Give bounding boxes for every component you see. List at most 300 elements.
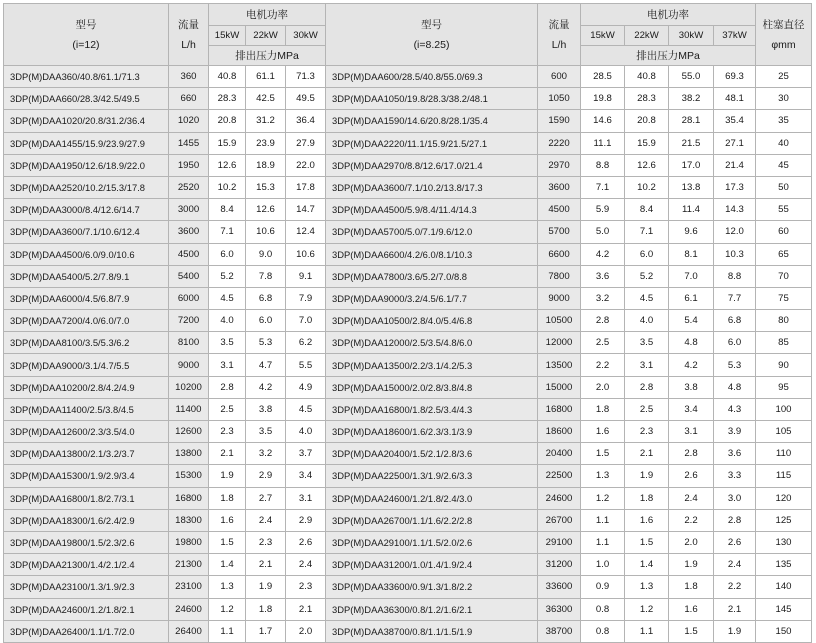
left-flow-cell: 15300 [169,465,209,487]
pressure-right-15kw: 5.0 [581,221,625,243]
left-model-cell: 3DP(M)DAA8100/3.5/5.3/6.2 [4,332,169,354]
left-model-cell: 3DP(M)DAA10200/2.8/4.2/4.9 [4,376,169,398]
right-flow-cell: 29100 [538,531,581,553]
pressure-right-37kw: 3.3 [714,465,756,487]
left-flow-cell: 3600 [169,221,209,243]
left-model-cell: 3DP(M)DAA24600/1.2/1.8/2.1 [4,598,169,620]
pressure-left-15kw: 10.2 [209,176,246,198]
table-row [4,66,812,88]
pressure-left-15kw: 4.0 [209,310,246,332]
plunger-label: 柱塞直径 [762,18,805,31]
spec-sheet [3,3,811,643]
left-model-cell: 3DP(M)DAA6000/4.5/6.8/7.9 [4,287,169,309]
left-flow-cell: 18300 [169,509,209,531]
left-model-cell: 3DP(M)DAA19800/1.5/2.3/2.6 [4,531,169,553]
pressure-left-15kw: 1.6 [209,509,246,531]
pressure-left-22kw: 2.7 [246,487,286,509]
table-row [4,265,812,287]
table-row [4,554,812,576]
pressure-left-30kw: 5.5 [286,354,326,376]
right-flow-cell: 600 [538,66,581,88]
left-model-cell: 3DP(M)DAA26400/1.1/1.7/2.0 [4,620,169,642]
right-model-cell: 3DP(M)DAA1590/14.6/20.8/28.1/35.4 [326,110,538,132]
pressure-left-15kw: 1.8 [209,487,246,509]
flow-unit-right: L/h [551,38,567,51]
pressure-right-30kw: 13.8 [669,176,714,198]
pressure-left-22kw: 2.3 [246,531,286,553]
right-flow-cell: 20400 [538,443,581,465]
pressure-left-22kw: 2.9 [246,465,286,487]
left-flow-cell: 660 [169,88,209,110]
pressure-left-30kw: 14.7 [286,199,326,221]
pressure-right-15kw: 1.1 [581,509,625,531]
left-model-cell: 3DP(M)DAA3000/8.4/12.6/14.7 [4,199,169,221]
pressure-left-30kw: 17.8 [286,176,326,198]
left-flow-cell: 7200 [169,310,209,332]
table-row [4,243,812,265]
pressure-left-22kw: 7.8 [246,265,286,287]
pressure-right-22kw: 1.5 [625,531,669,553]
pressure-right-30kw: 2.0 [669,531,714,553]
pressure-left-22kw: 2.1 [246,554,286,576]
right-flow-cell: 2970 [538,154,581,176]
left-model-cell: 3DP(M)DAA360/40.8/61.1/71.3 [4,66,169,88]
pressure-right-22kw: 8.4 [625,199,669,221]
pressure-left-22kw: 2.4 [246,509,286,531]
pressure-left-22kw: 23.9 [246,132,286,154]
plunger-diameter-cell: 50 [756,176,812,198]
table-row [4,199,812,221]
pressure-right-15kw: 7.1 [581,176,625,198]
pressure-left-15kw: 8.4 [209,199,246,221]
pressure-right-22kw: 1.6 [625,509,669,531]
pressure-right-30kw: 6.1 [669,287,714,309]
pressure-right-30kw: 1.9 [669,554,714,576]
pressure-left-22kw: 18.9 [246,154,286,176]
right-model-cell: 3DP(M)DAA18600/1.6/2.3/3.1/3.9 [326,421,538,443]
table-row [4,620,812,642]
left-model-cell: 3DP(M)DAA660/28.3/42.5/49.5 [4,88,169,110]
right-flow-cell: 18600 [538,421,581,443]
pressure-right-37kw: 3.9 [714,421,756,443]
pressure-right-30kw: 55.0 [669,66,714,88]
model-header-left [4,4,169,66]
pressure-left-30kw: 3.7 [286,443,326,465]
pressure-left-22kw: 9.0 [246,243,286,265]
pressure-right-30kw: 9.6 [669,221,714,243]
pressure-right-30kw: 3.8 [669,376,714,398]
pressure-right-22kw: 3.1 [625,354,669,376]
pressure-right-15kw: 5.9 [581,199,625,221]
plunger-diameter-cell: 100 [756,398,812,420]
pressure-right-15kw: 1.5 [581,443,625,465]
left-flow-cell: 23100 [169,576,209,598]
left-model-cell: 3DP(M)DAA7200/4.0/6.0/7.0 [4,310,169,332]
right-flow-cell: 10500 [538,310,581,332]
pressure-right-37kw: 2.1 [714,598,756,620]
plunger-diameter-cell: 65 [756,243,812,265]
pressure-right-22kw: 20.8 [625,110,669,132]
plunger-diameter-cell: 60 [756,221,812,243]
pressure-right-37kw: 69.3 [714,66,756,88]
pressure-right-22kw: 1.3 [625,576,669,598]
pressure-right-22kw: 1.2 [625,598,669,620]
pressure-left-30kw: 22.0 [286,154,326,176]
left-flow-cell: 16800 [169,487,209,509]
plunger-diameter-cell: 30 [756,88,812,110]
power-col-right-22kw: 22kW [625,26,669,46]
pressure-left-30kw: 71.3 [286,66,326,88]
pressure-left-30kw: 4.5 [286,398,326,420]
pressure-right-30kw: 28.1 [669,110,714,132]
pressure-right-22kw: 15.9 [625,132,669,154]
left-model-cell: 3DP(M)DAA13800/2.1/3.2/3.7 [4,443,169,465]
pressure-right-15kw: 11.1 [581,132,625,154]
pressure-left-15kw: 12.6 [209,154,246,176]
pressure-right-37kw: 48.1 [714,88,756,110]
pressure-left-22kw: 42.5 [246,88,286,110]
pressure-right-15kw: 2.2 [581,354,625,376]
pressure-right-15kw: 3.6 [581,265,625,287]
pressure-right-22kw: 2.3 [625,421,669,443]
left-model-cell: 3DP(M)DAA15300/1.9/2.9/3.4 [4,465,169,487]
right-flow-cell: 16800 [538,398,581,420]
pressure-right-37kw: 4.3 [714,398,756,420]
pressure-left-15kw: 1.4 [209,554,246,576]
plunger-diameter-cell: 135 [756,554,812,576]
pressure-right-22kw: 7.1 [625,221,669,243]
plunger-diameter-cell: 35 [756,110,812,132]
pressure-right-15kw: 14.6 [581,110,625,132]
pressure-left-30kw: 6.2 [286,332,326,354]
pressure-left-30kw: 3.4 [286,465,326,487]
pressure-right-30kw: 21.5 [669,132,714,154]
pressure-right-15kw: 2.8 [581,310,625,332]
right-model-cell: 3DP(M)DAA15000/2.0/2.8/3.8/4.8 [326,376,538,398]
right-model-cell: 3DP(M)DAA1050/19.8/28.3/38.2/48.1 [326,88,538,110]
pressure-right-22kw: 1.8 [625,487,669,509]
left-flow-cell: 24600 [169,598,209,620]
power-col-left-22kw: 22kW [246,26,286,46]
pressure-left-15kw: 3.1 [209,354,246,376]
pressure-right-22kw: 5.2 [625,265,669,287]
pressure-left-30kw: 2.9 [286,509,326,531]
power-col-right-30kw: 30kW [669,26,714,46]
pressure-right-37kw: 14.3 [714,199,756,221]
pressure-left-15kw: 20.8 [209,110,246,132]
pump-spec-table [3,3,812,643]
power-col-right-37kw: 37kW [714,26,756,46]
right-model-cell: 3DP(M)DAA2220/11.1/15.9/21.5/27.1 [326,132,538,154]
pressure-right-15kw: 19.8 [581,88,625,110]
table-row [4,531,812,553]
pressure-left-22kw: 5.3 [246,332,286,354]
right-model-cell: 3DP(M)DAA2970/8.8/12.6/17.0/21.4 [326,154,538,176]
pressure-right-30kw: 4.8 [669,332,714,354]
pressure-left-15kw: 2.8 [209,376,246,398]
right-model-cell: 3DP(M)DAA4500/5.9/8.4/11.4/14.3 [326,199,538,221]
pressure-left-15kw: 40.8 [209,66,246,88]
right-model-cell: 3DP(M)DAA31200/1.0/1.4/1.9/2.4 [326,554,538,576]
left-flow-cell: 12600 [169,421,209,443]
model-label-right: 型号 [421,18,443,31]
plunger-diameter-cell: 130 [756,531,812,553]
pressure-left-30kw: 27.9 [286,132,326,154]
flow-label-left: 流量 [178,18,199,31]
pressure-right-30kw: 4.2 [669,354,714,376]
pressure-left-30kw: 4.9 [286,376,326,398]
pressure-right-37kw: 6.0 [714,332,756,354]
pressure-left-22kw: 3.2 [246,443,286,465]
pressure-right-15kw: 2.5 [581,332,625,354]
right-model-cell: 3DP(M)DAA16800/1.8/2.5/3.4/4.3 [326,398,538,420]
pressure-right-37kw: 2.2 [714,576,756,598]
flow-label-right: 流量 [548,18,570,31]
plunger-diameter-cell: 70 [756,265,812,287]
table-row [4,421,812,443]
right-flow-cell: 4500 [538,199,581,221]
table-row [4,443,812,465]
pressure-right-22kw: 2.5 [625,398,669,420]
right-flow-cell: 2220 [538,132,581,154]
left-flow-cell: 19800 [169,531,209,553]
pressure-left-22kw: 12.6 [246,199,286,221]
pressure-right-15kw: 0.8 [581,598,625,620]
right-flow-cell: 7800 [538,265,581,287]
table-row [4,154,812,176]
pressure-right-30kw: 5.4 [669,310,714,332]
left-model-cell: 3DP(M)DAA21300/1.4/2.1/2.4 [4,554,169,576]
plunger-diameter-cell: 145 [756,598,812,620]
table-row [4,88,812,110]
right-flow-cell: 6600 [538,243,581,265]
pressure-right-22kw: 12.6 [625,154,669,176]
pressure-left-15kw: 1.3 [209,576,246,598]
plunger-unit: φmm [771,38,796,51]
right-model-cell: 3DP(M)DAA5700/5.0/7.1/9.6/12.0 [326,221,538,243]
model-header-right [326,4,538,66]
right-flow-cell: 9000 [538,287,581,309]
pressure-header-left: 排出压力MPa [209,46,326,66]
left-model-cell: 3DP(M)DAA4500/6.0/9.0/10.6 [4,243,169,265]
model-label-left: 型号 [75,18,97,31]
pressure-left-22kw: 15.3 [246,176,286,198]
flow-header-right [538,4,581,66]
left-flow-cell: 1950 [169,154,209,176]
pressure-right-22kw: 2.8 [625,376,669,398]
left-model-cell: 3DP(M)DAA1020/20.8/31.2/36.4 [4,110,169,132]
left-model-cell: 3DP(M)DAA1950/12.6/18.9/22.0 [4,154,169,176]
left-model-cell: 3DP(M)DAA5400/5.2/7.8/9.1 [4,265,169,287]
plunger-diameter-cell: 85 [756,332,812,354]
table-body [4,66,812,643]
pressure-right-37kw: 17.3 [714,176,756,198]
pressure-header-right: 排出压力MPa [581,46,756,66]
pressure-right-15kw: 8.8 [581,154,625,176]
left-flow-cell: 10200 [169,376,209,398]
pressure-left-30kw: 2.4 [286,554,326,576]
pressure-right-22kw: 1.1 [625,620,669,642]
table-row [4,176,812,198]
right-flow-cell: 13500 [538,354,581,376]
power-header-left: 电机功率 [209,4,326,26]
pressure-left-15kw: 2.5 [209,398,246,420]
right-model-cell: 3DP(M)DAA10500/2.8/4.0/5.4/6.8 [326,310,538,332]
pressure-left-22kw: 10.6 [246,221,286,243]
pressure-left-30kw: 12.4 [286,221,326,243]
right-flow-cell: 5700 [538,221,581,243]
left-flow-cell: 360 [169,66,209,88]
pressure-right-37kw: 8.8 [714,265,756,287]
pressure-left-15kw: 1.5 [209,531,246,553]
plunger-diameter-cell: 120 [756,487,812,509]
pressure-right-22kw: 4.0 [625,310,669,332]
pressure-right-22kw: 3.5 [625,332,669,354]
pressure-right-30kw: 2.2 [669,509,714,531]
right-model-cell: 3DP(M)DAA29100/1.1/1.5/2.0/2.6 [326,531,538,553]
left-flow-cell: 2520 [169,176,209,198]
pressure-right-30kw: 3.4 [669,398,714,420]
pressure-left-30kw: 3.1 [286,487,326,509]
right-model-cell: 3DP(M)DAA6600/4.2/6.0/8.1/10.3 [326,243,538,265]
left-flow-cell: 1455 [169,132,209,154]
pressure-left-22kw: 61.1 [246,66,286,88]
right-model-cell: 3DP(M)DAA3600/7.1/10.2/13.8/17.3 [326,176,538,198]
plunger-diameter-cell: 95 [756,376,812,398]
left-model-cell: 3DP(M)DAA16800/1.8/2.7/3.1 [4,487,169,509]
right-model-cell: 3DP(M)DAA12000/2.5/3.5/4.8/6.0 [326,332,538,354]
pressure-right-37kw: 21.4 [714,154,756,176]
pressure-right-37kw: 5.3 [714,354,756,376]
pressure-right-15kw: 4.2 [581,243,625,265]
table-row [4,487,812,509]
pressure-right-37kw: 2.6 [714,531,756,553]
left-flow-cell: 9000 [169,354,209,376]
pressure-right-30kw: 2.4 [669,487,714,509]
plunger-diameter-cell: 105 [756,421,812,443]
table-row [4,465,812,487]
pressure-right-30kw: 7.0 [669,265,714,287]
right-flow-cell: 12000 [538,332,581,354]
pressure-right-30kw: 2.8 [669,443,714,465]
right-model-cell: 3DP(M)DAA33600/0.9/1.3/1.8/2.2 [326,576,538,598]
plunger-header [756,4,812,66]
table-row [4,576,812,598]
table-row [4,332,812,354]
pressure-right-37kw: 2.8 [714,509,756,531]
right-model-cell: 3DP(M)DAA26700/1.1/1.6/2.2/2.8 [326,509,538,531]
pressure-left-30kw: 2.1 [286,598,326,620]
pressure-right-15kw: 1.8 [581,398,625,420]
table-row [4,287,812,309]
pressure-left-30kw: 10.6 [286,243,326,265]
plunger-diameter-cell: 90 [756,354,812,376]
pressure-right-30kw: 38.2 [669,88,714,110]
table-row [4,354,812,376]
right-flow-cell: 15000 [538,376,581,398]
pressure-right-15kw: 1.0 [581,554,625,576]
right-model-cell: 3DP(M)DAA22500/1.3/1.9/2.6/3.3 [326,465,538,487]
pressure-left-15kw: 15.9 [209,132,246,154]
pressure-right-37kw: 3.6 [714,443,756,465]
pressure-right-15kw: 1.1 [581,531,625,553]
left-flow-cell: 5400 [169,265,209,287]
pressure-right-37kw: 3.0 [714,487,756,509]
left-model-cell: 3DP(M)DAA2520/10.2/15.3/17.8 [4,176,169,198]
plunger-diameter-cell: 40 [756,132,812,154]
right-model-cell: 3DP(M)DAA7800/3.6/5.2/7.0/8.8 [326,265,538,287]
pressure-left-22kw: 31.2 [246,110,286,132]
right-flow-cell: 38700 [538,620,581,642]
flow-header-left [169,4,209,66]
pressure-right-15kw: 0.8 [581,620,625,642]
pressure-right-30kw: 1.8 [669,576,714,598]
left-flow-cell: 1020 [169,110,209,132]
pressure-left-30kw: 2.6 [286,531,326,553]
pressure-right-22kw: 2.1 [625,443,669,465]
pressure-left-22kw: 1.9 [246,576,286,598]
plunger-diameter-cell: 75 [756,287,812,309]
pressure-right-30kw: 3.1 [669,421,714,443]
right-flow-cell: 31200 [538,554,581,576]
pressure-right-15kw: 3.2 [581,287,625,309]
pressure-left-15kw: 3.5 [209,332,246,354]
pressure-right-15kw: 28.5 [581,66,625,88]
left-flow-cell: 13800 [169,443,209,465]
plunger-diameter-cell: 125 [756,509,812,531]
pressure-left-15kw: 6.0 [209,243,246,265]
pressure-left-30kw: 7.9 [286,287,326,309]
right-flow-cell: 3600 [538,176,581,198]
power-header-right: 电机功率 [581,4,756,26]
pressure-right-30kw: 17.0 [669,154,714,176]
pressure-right-37kw: 35.4 [714,110,756,132]
pressure-right-15kw: 0.9 [581,576,625,598]
right-model-cell: 3DP(M)DAA9000/3.2/4.5/6.1/7.7 [326,287,538,309]
pressure-left-30kw: 9.1 [286,265,326,287]
pressure-left-15kw: 2.1 [209,443,246,465]
pressure-left-30kw: 36.4 [286,110,326,132]
left-flow-cell: 4500 [169,243,209,265]
left-model-cell: 3DP(M)DAA11400/2.5/3.8/4.5 [4,398,169,420]
pressure-left-22kw: 1.7 [246,620,286,642]
right-flow-cell: 33600 [538,576,581,598]
pressure-left-15kw: 4.5 [209,287,246,309]
power-col-left-30kw: 30kW [286,26,326,46]
pressure-left-30kw: 2.0 [286,620,326,642]
pressure-left-22kw: 4.2 [246,376,286,398]
pressure-right-37kw: 7.7 [714,287,756,309]
pressure-right-30kw: 1.6 [669,598,714,620]
ratio-label-left: (i=12) [72,38,100,51]
pressure-right-30kw: 1.5 [669,620,714,642]
pressure-left-15kw: 28.3 [209,88,246,110]
left-flow-cell: 26400 [169,620,209,642]
pressure-left-15kw: 1.9 [209,465,246,487]
pressure-left-15kw: 2.3 [209,421,246,443]
plunger-diameter-cell: 80 [756,310,812,332]
pressure-right-22kw: 40.8 [625,66,669,88]
table-row [4,509,812,531]
plunger-diameter-cell: 45 [756,154,812,176]
pressure-left-30kw: 7.0 [286,310,326,332]
pressure-left-22kw: 6.0 [246,310,286,332]
pressure-right-22kw: 6.0 [625,243,669,265]
right-flow-cell: 1590 [538,110,581,132]
pressure-left-15kw: 7.1 [209,221,246,243]
pressure-right-22kw: 1.9 [625,465,669,487]
right-model-cell: 3DP(M)DAA20400/1.5/2.1/2.8/3.6 [326,443,538,465]
